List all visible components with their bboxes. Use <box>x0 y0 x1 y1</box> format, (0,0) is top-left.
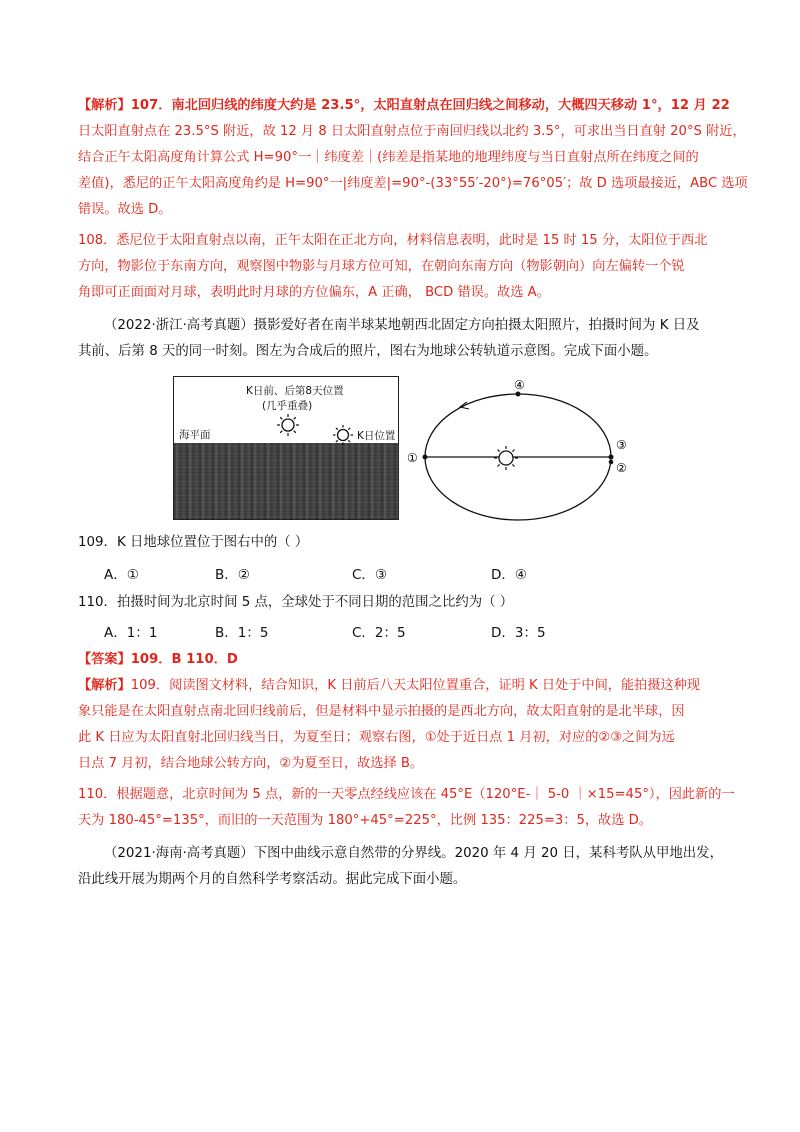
analysis-tag: 【解析】 <box>78 98 131 113</box>
sun-icon <box>494 446 518 470</box>
q109-option-b[interactable]: B．② <box>215 567 250 583</box>
analysis-109-line-3: 此 K 日应为太阳直射北回归线当日，为夏至日；观察右图，①处于近日点 1 月初，对应的②③之间为远 <box>78 730 675 745</box>
analysis-109-line-4: 日点 7 月初，结合地球公转方向，②为夏至日，故选择 B。 <box>78 756 424 771</box>
question-109-stem: 109．K 日地球位置位于图右中的（ ） <box>78 535 309 550</box>
analysis-tag: 【解析】 <box>78 678 131 693</box>
q109-option-c[interactable]: C．③ <box>352 567 388 583</box>
answer-tag: 【答案】 <box>78 652 131 667</box>
analysis-108-line-2: 方向，物影位于东南方向，观察图中物影与月球方位可知，在朝向东南方向（物影朝向）向左偏转一个锐 <box>78 259 685 274</box>
sun-icon <box>277 414 299 436</box>
analysis-110-line-1: 110．根据题意，北京时间为 5 点，新的一天零点经线应该在 45°E（120°E-｜ 5-0 ｜×15=45°），因此新的一 <box>78 787 735 802</box>
q110-option-c[interactable]: C．2：5 <box>352 625 406 641</box>
photo-sea-texture <box>174 443 398 519</box>
earth-orbit-diagram <box>405 372 645 532</box>
orbit-point-3-dot <box>609 455 614 460</box>
sun-icon <box>333 425 353 445</box>
analysis-109-line-1: 【解析】109．阅读图文材料，结合知识，K 日前后八天太阳位置重合，证明 K 日处于中间，能拍摄这种现 <box>78 678 701 693</box>
photo-label-overlap: (几乎重叠) <box>262 400 313 412</box>
q110-option-d[interactable]: D．3：5 <box>491 625 546 641</box>
orbit-label-4: ④ <box>514 378 525 392</box>
orbit-label-2: ② <box>616 461 627 475</box>
composite-sun-photo <box>173 376 399 520</box>
photo-suns <box>174 377 398 447</box>
analysis-107-line-4: 差值)，悉尼的正午太阳高度角约是 H=90°一|纬度差|=90°-(33°55′-20°)=76°05′；故 D 选项最接近，ABC 选项 <box>78 176 748 191</box>
q110-option-b[interactable]: B．1：5 <box>215 625 269 641</box>
orbit-label-1: ① <box>407 451 418 465</box>
analysis-107-line-1: 【解析】107．南北回归线的纬度大约是 23.5°，太阳直射点在回归线之间移动，大概四天移动 1°，12 月 22 <box>78 98 730 113</box>
analysis-109-line-2: 象只能是在太阳直射点南北回归线前后，但是材料中显示拍摄的是西北方向，故太阳直射的是北半球，因 <box>78 704 685 719</box>
intro-2022-line-2: 其前、后第 8 天的同一时刻。图左为合成后的照片，图右为地球公转轨道示意图。完成下面小题。 <box>78 344 658 359</box>
question-110-stem: 110．拍摄时间为北京时间 5 点，全球处于不同日期的范围之比约为（ ） <box>78 595 514 610</box>
q110-option-a[interactable]: A．1：1 <box>104 625 158 641</box>
intro-2022-line-1: （2022·浙江·高考真题）摄影爱好者在南半球某地朝西北固定方向拍摄太阳照片，拍摄时间为 K 日及 <box>104 318 700 333</box>
analysis-107-line-2: 日太阳直射点在 23.5°S 附近，故 12 月 8 日太阳直射点位于南回归线以北约 3.5°，可求出当日直射 20°S 附近， <box>78 124 746 139</box>
analysis-107-line-3: 结合正午太阳高度角计算公式 H=90°一｜纬度差｜(纬差是指某地的地理纬度与当日直射点所在纬度之间的 <box>78 150 699 165</box>
analysis-107-line-5: 错误。故选 D。 <box>78 202 172 217</box>
answer-text: 109．B 110．D <box>130 652 238 667</box>
analysis-110-line-2: 天为 180-45°=135°，而旧的一天范围为 180°+45°=225°，比例 135：225=3：5，故选 D。 <box>78 813 652 828</box>
analysis-108-line-1: 108．悉尼位于太阳直射点以南，正午太阳在正北方向，材料信息表明，此时是 15 时 15 分，太阳位于西北 <box>78 233 708 248</box>
intro-2021-line-1: （2021·海南·高考真题）下图中曲线示意自然带的分界线。2020 年 4 月 20 日，某科考队从甲地出发， <box>104 846 723 861</box>
analysis-108-line-3: 角即可正面面对月球，表明此时月球的方位偏东，A 正确， BCD 错误。故选 A。 <box>78 285 550 300</box>
intro-2021-line-2: 沿此线开展为期两个月的自然科学考察活动。据此完成下面小题。 <box>78 872 467 887</box>
orbit-label-3: ③ <box>616 438 627 452</box>
orbit-point-4-dot <box>516 392 521 397</box>
answer-line <box>78 647 728 673</box>
orbit-point-1-dot <box>423 455 428 460</box>
q109-option-a[interactable]: A．① <box>104 567 139 583</box>
photo-label-sea-level: 海平面 <box>179 429 211 441</box>
q109-option-d[interactable]: D．④ <box>491 567 527 583</box>
photo-label-k-before-after: K日前、后第8天位置 <box>246 385 344 397</box>
photo-label-k-day: K日位置 <box>357 430 396 442</box>
orbit-point-2-dot <box>609 460 614 465</box>
